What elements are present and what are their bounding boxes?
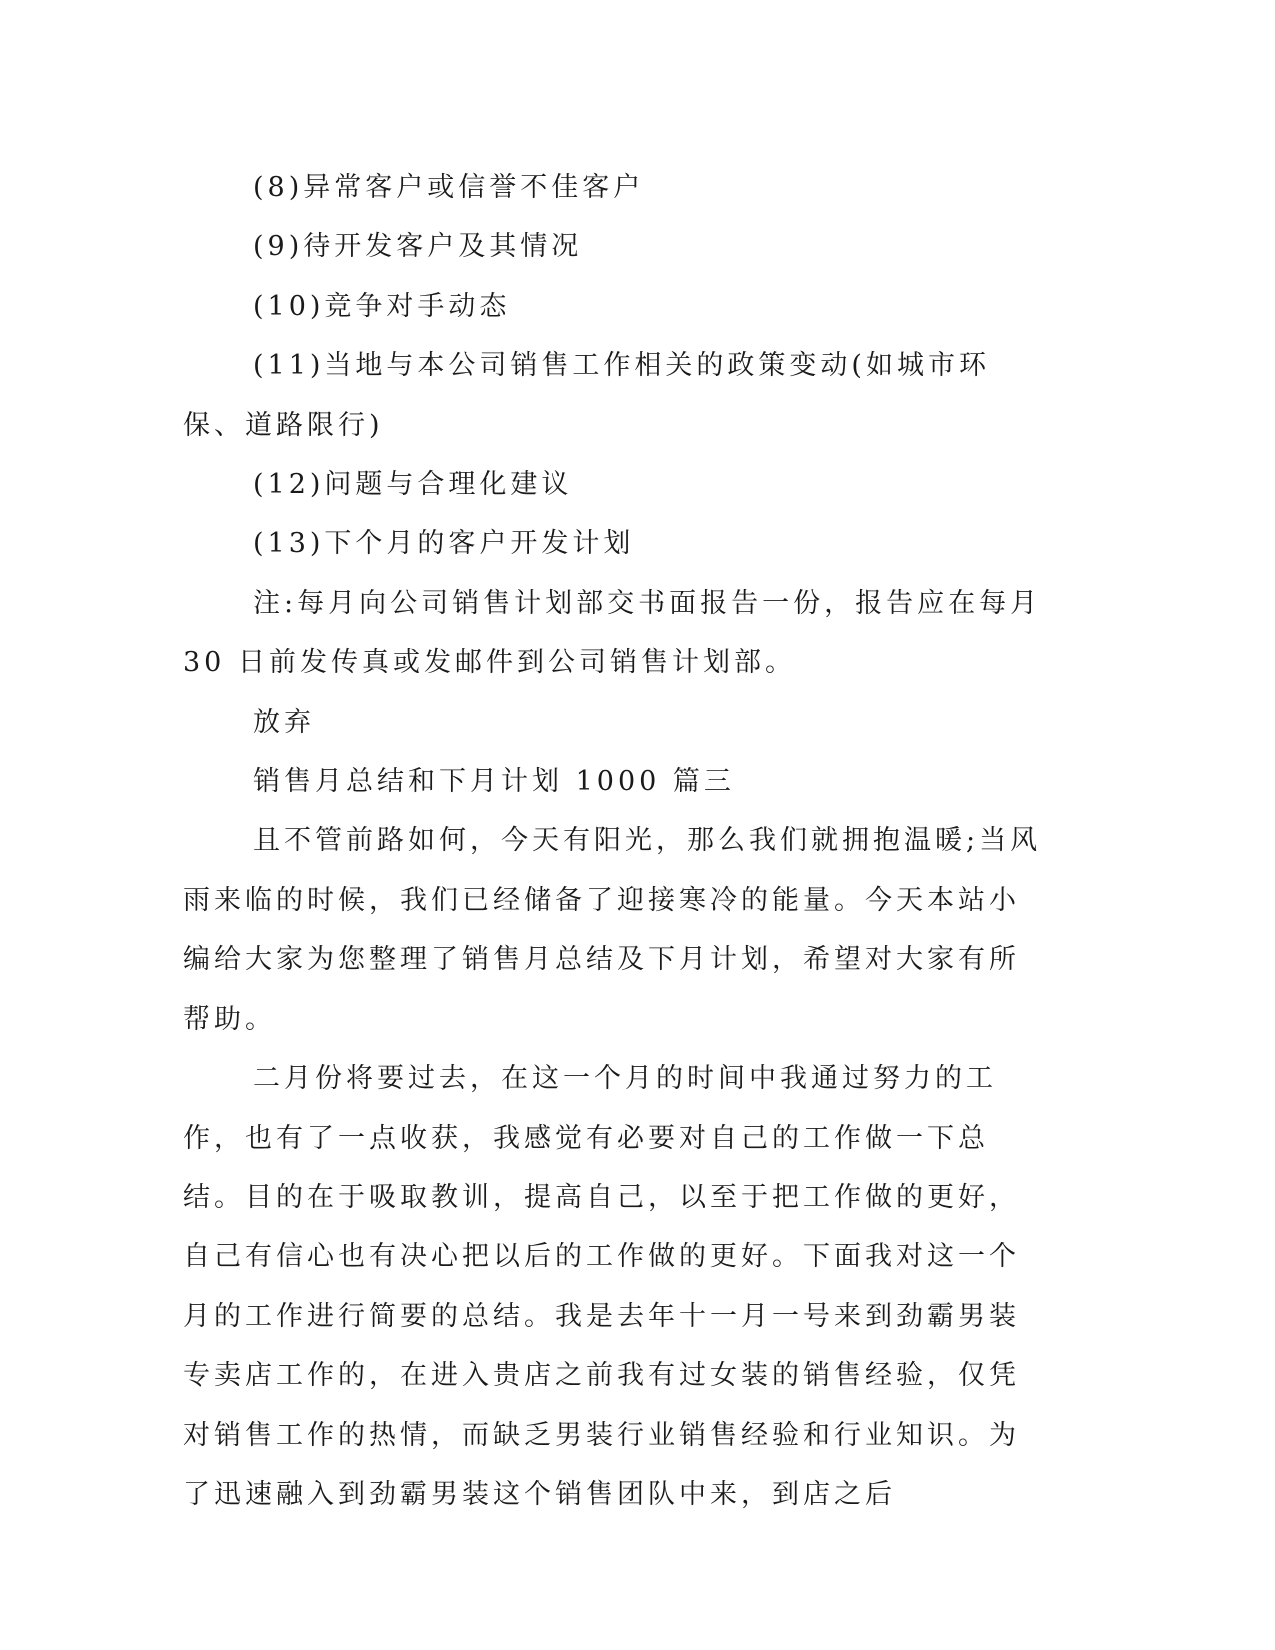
list-item-9: (9)待开发客户及其情况 bbox=[253, 231, 583, 263]
list-item-12: (12)问题与合理化建议 bbox=[253, 469, 573, 501]
list-item-10: (10)竞争对手动态 bbox=[253, 290, 511, 322]
note-paragraph: 注:每月向公司销售计划部交书面报告一份，报告应在每月 30 日前发传真或发邮件到公司销售计划部。 bbox=[183, 587, 1042, 679]
document-body bbox=[183, 158, 1043, 1524]
body-paragraph: 二月份将要过去，在这一个月的时间中我通过努力的工作，也有了一点收获，我感觉有必要对自己的工作做一下总结。目的在于吸取教训，提高自己，以至于把工作做的更好，自己有信心也有决心把以后的工作做的更好。下面我对这一个月的工作进行简要的总结。我是去年十一月一号来到劲霸男装专卖店工作的，在进入贵店之前我有过女装的销售经验，仅凭对销售工作的热情，而缺乏男装行业销售经验和行业知识。为了迅速融入到劲霸男装这个销售团队中来，到店之后 bbox=[183, 1063, 1020, 1510]
list-item-13: (13)下个月的客户开发计划 bbox=[253, 528, 635, 560]
standalone-line: 放弃 bbox=[253, 706, 315, 738]
list-item-8: (8)异常客户或信誉不佳客户 bbox=[253, 172, 645, 203]
list-item-11: (11)当地与本公司销售工作相关的政策变动(如城市环保、道路限行) bbox=[183, 350, 990, 441]
section-heading: 销售月总结和下月计划 1000 篇三 bbox=[253, 766, 735, 798]
intro-paragraph: 且不管前路如何，今天有阳光，那么我们就拥抱温暖;当风雨来临的时候，我们已经储备了迎接寒冷的能量。今天本站小编给大家为您整理了销售月总结及下月计划，希望对大家有所帮助。 bbox=[183, 825, 1042, 1035]
